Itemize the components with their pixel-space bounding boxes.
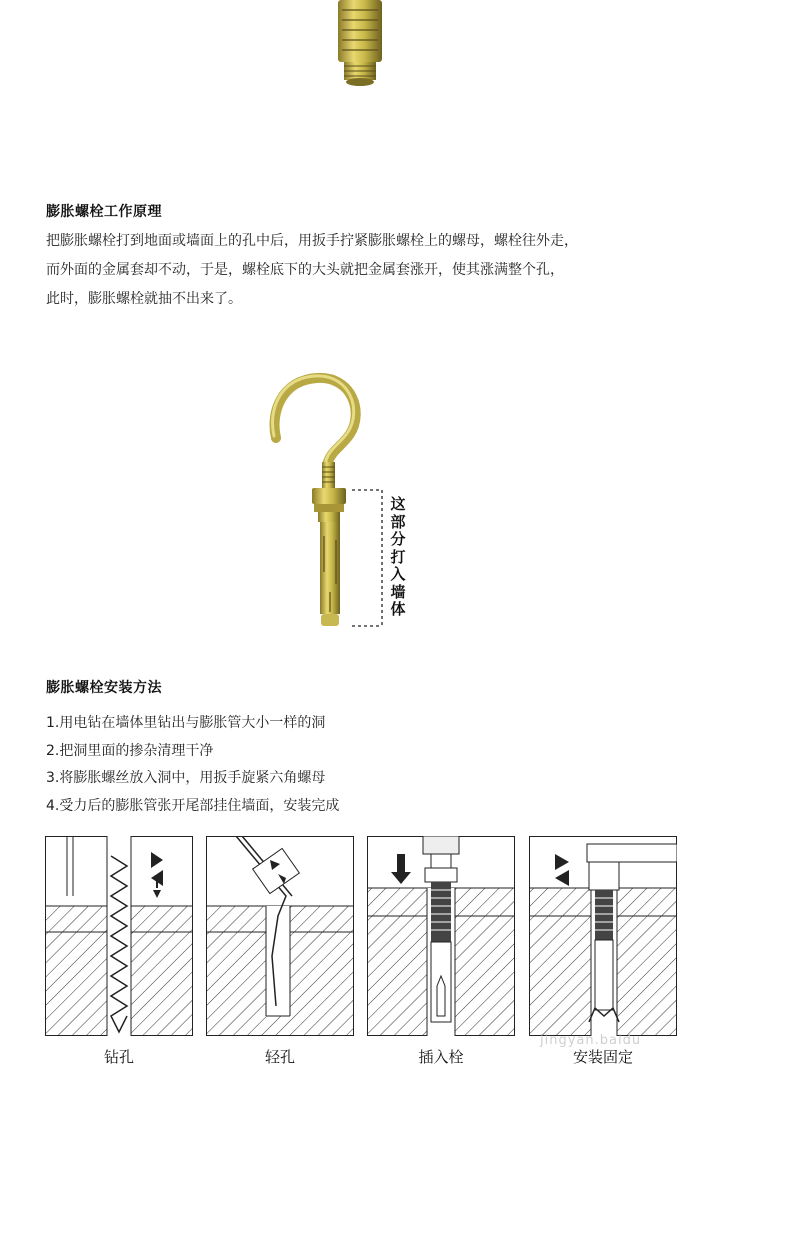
label-char: 入 (390, 565, 406, 583)
label-char: 打 (390, 547, 406, 566)
bolt-photo-top (330, 0, 390, 88)
principle-line: 把膨胀螺栓打到地面或墙面上的孔中后，用扳手拧紧膨胀螺栓上的螺母，螺栓往外走， (46, 233, 578, 249)
watermark: jingyan.baidu (540, 1033, 642, 1048)
install-step: 3.将膨胀螺丝放入洞中，用扳手旋紧六角螺母 (46, 770, 326, 786)
principle-paragraph (46, 227, 578, 314)
principle-title: 膨胀螺栓工作原理 (46, 204, 162, 220)
label-char: 这 (390, 495, 406, 513)
install-title: 膨胀螺栓安装方法 (46, 680, 162, 696)
diagram-cleaning (206, 836, 354, 1036)
label-char: 体 (390, 600, 406, 618)
caption-fixed: 安装固定 (572, 1048, 633, 1066)
install-step: 1.用电钻在墙体里钻出与膨胀管大小一样的洞 (46, 715, 326, 731)
label-char: 分 (390, 530, 406, 548)
embed-depth-label (387, 496, 409, 619)
caption-insert: 插入栓 (418, 1048, 464, 1066)
install-step: 2.把洞里面的掺杂清理干净 (46, 743, 214, 759)
label-char: 部 (390, 512, 406, 531)
caption-drilling: 钻孔 (103, 1048, 134, 1066)
principle-line: 此时，膨胀螺栓就抽不出来了。 (46, 291, 242, 307)
caption-cleaning: 轻孔 (264, 1048, 295, 1066)
diagram-fixed (529, 836, 677, 1036)
install-step: 4.受力后的膨胀管张开尾部挂住墙面，安装完成 (46, 798, 340, 814)
label-char: 墙 (390, 582, 406, 601)
principle-line: 而外面的金属套却不动，于是，螺栓底下的大头就把金属套涨开，使其涨满整个孔， (46, 262, 564, 278)
diagram-drilling (45, 836, 193, 1036)
diagram-insert (367, 836, 515, 1036)
